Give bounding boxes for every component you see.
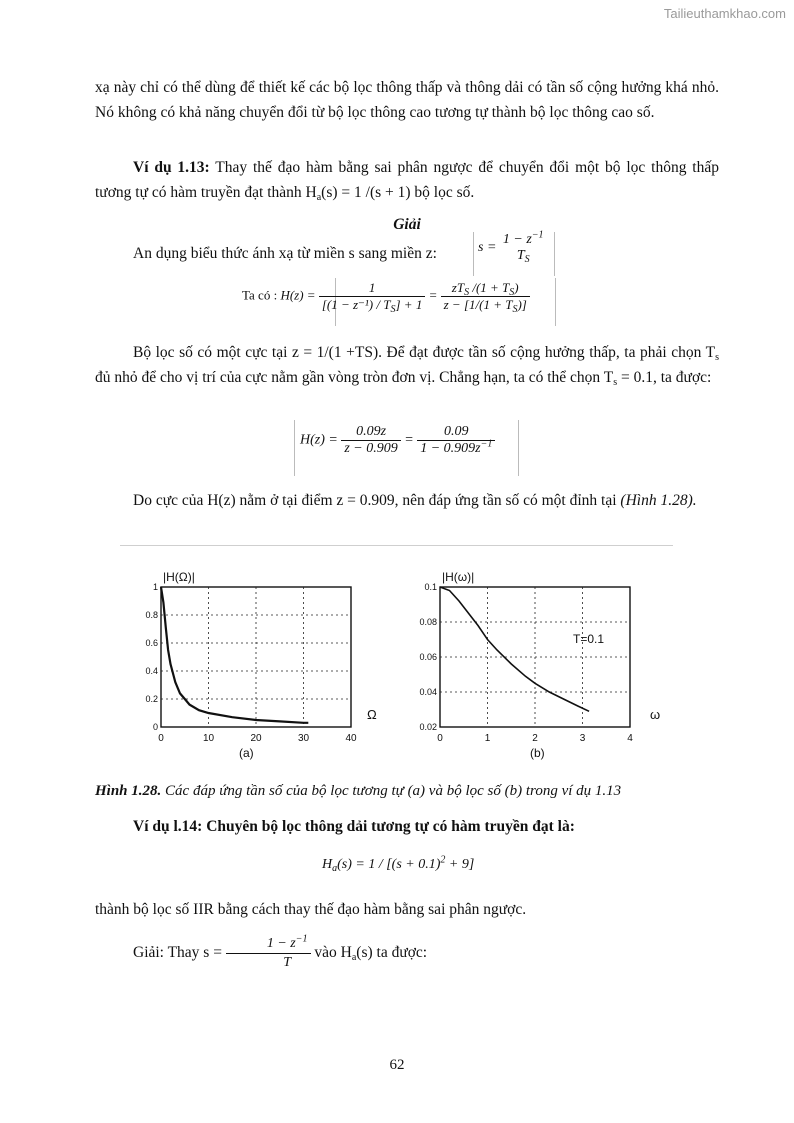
substitute-num-exp: −1	[295, 933, 308, 945]
figure-reference: (Hình 1.28).	[620, 492, 697, 509]
substitute-sub: a	[351, 952, 357, 963]
substitute-text-a: Giải: Thay s =	[133, 944, 222, 961]
x-axis-label: ω	[650, 707, 661, 722]
h-equation-border-right	[518, 420, 519, 476]
y-tick-label: 0.2	[145, 694, 158, 704]
substitute-num-text: 1 − z	[266, 935, 296, 951]
substitute-text-c: (s) ta được:	[356, 944, 428, 961]
subplot-label: (a)	[239, 746, 254, 760]
pole-sub-b: s	[613, 376, 618, 388]
data-series-line	[440, 587, 589, 711]
x-tick-label: 20	[250, 733, 262, 744]
h-den2	[417, 440, 495, 457]
pole-text-c: = 0.1, ta được:	[617, 368, 712, 386]
taco-num1: 1	[368, 280, 376, 295]
ha-equation	[322, 854, 475, 874]
taco-num2-close: )	[514, 280, 519, 295]
mapping-denominator	[500, 248, 547, 264]
x-tick-label: 4	[627, 733, 633, 744]
paragraph-substitute	[95, 933, 719, 973]
x-tick-label: 1	[484, 733, 491, 744]
taco-num2-b: /(1 + T	[469, 280, 510, 295]
taco-num2-sub2: S	[509, 287, 515, 298]
h-den1: z − 0.909	[341, 440, 400, 457]
h-lhs: H(z) =	[300, 432, 338, 448]
solution-heading: Giải	[393, 216, 421, 233]
equation-border-right	[554, 232, 555, 276]
substitute-text-b: vào H	[314, 944, 352, 961]
pole-text-a: Bộ lọc số có một cực tại z = 1/(1 +TS). Để đạt được tần số cộng hưởng thấp, ta phải chọn T	[133, 344, 716, 361]
x-tick-label: 0	[437, 733, 443, 744]
mapping-equation-lhs: s =	[478, 240, 497, 256]
substitute-den: T	[226, 953, 311, 972]
example-1-14: Ví dụ l.14: Chuyên bộ lọc thông dải tương tự có hàm truyền đạt là:	[133, 818, 575, 835]
x-tick-label: 0	[158, 733, 164, 744]
ha-rest: (s) = 1 / [(s + 0.1)	[337, 857, 441, 872]
taco-num2-a: zT	[451, 280, 465, 295]
paragraph-pole	[95, 341, 719, 390]
taco-lhs: H(z) =	[280, 287, 316, 303]
h-equation-border-left	[294, 420, 295, 476]
h-num1: 0.09z	[356, 424, 387, 439]
y-axis-label: |H(Ω)|	[163, 570, 195, 584]
ha-lhs-sub: a	[332, 863, 338, 874]
equation-border-left	[473, 232, 474, 276]
x-tick-label: 30	[297, 733, 310, 744]
plot-a	[145, 570, 377, 760]
example-1-13-text-a: Thay thế đạo hàm bằng sai phân ngược để chuyển đổi một bộ lọc thông thấp tương tự có hàm truyền đạt thành H	[95, 159, 719, 201]
caption-text: Các đáp ứng tần số của bộ lọc tương tự (a) và bộ lọc số (b) trong ví dụ 1.13	[161, 783, 622, 799]
taco-den1-end: ] + 1	[395, 297, 423, 312]
subplot-label: (b)	[530, 746, 545, 760]
y-tick-label: 0.8	[145, 610, 158, 620]
example-1-13-text-b: (s) = 1 /(s + 1) bộ lọc số.	[321, 183, 475, 201]
substitute-fraction	[226, 935, 311, 972]
data-series-line	[161, 587, 308, 723]
watermark: Tailieuthamkhao.com	[663, 6, 786, 21]
substitute-num	[226, 935, 311, 953]
taco-den1-a: [(1 − z⁻¹) / T	[321, 297, 391, 312]
mapping-fraction	[500, 229, 547, 265]
y-tick-label: 0.04	[419, 687, 437, 697]
figure-1-28	[120, 546, 673, 772]
taco-fraction-1	[319, 280, 426, 313]
x-axis-label: Ω	[367, 707, 377, 722]
y-tick-label: 0.02	[419, 722, 437, 732]
taco-den2-sub: S	[512, 304, 518, 315]
taco-border-right	[555, 278, 556, 326]
ha-end: + 9]	[445, 857, 475, 872]
y-tick-label: 0.08	[419, 617, 437, 627]
taco-den1	[319, 296, 426, 313]
h-den2-text: 1 − 0.909z	[420, 441, 481, 456]
y-axis-label: |H(ω)|	[442, 570, 475, 584]
x-tick-label: 40	[345, 733, 357, 744]
taco-equation	[242, 280, 530, 313]
example-1-13-sub: a	[316, 191, 322, 203]
y-tick-label: 0.1	[424, 582, 437, 592]
x-tick-label: 2	[532, 733, 538, 744]
mapping-intro: An dụng biểu thức ánh xạ từ miền s sang miền z:	[133, 245, 437, 262]
figure-caption	[95, 783, 735, 800]
plot-b	[419, 570, 660, 760]
y-tick-label: 0.6	[145, 638, 158, 648]
h-num2: 0.09	[444, 424, 469, 439]
mapping-den-text: T	[516, 248, 525, 263]
taco-fraction-2	[441, 280, 530, 313]
mapping-numerator	[500, 229, 547, 248]
mapping-num-exp: −1	[531, 229, 544, 241]
y-tick-label: 1	[152, 582, 158, 592]
taco-num2	[441, 280, 530, 296]
x-tick-label: 3	[579, 733, 586, 744]
caption-label: Hình 1.28.	[95, 783, 162, 799]
y-tick-label: 0	[152, 722, 158, 732]
taco-den2-end: )]	[517, 297, 527, 312]
page-number: 62	[389, 1057, 405, 1073]
example-1-13-label: Ví dụ 1.13:	[133, 159, 210, 176]
y-tick-label: 0.06	[419, 652, 437, 662]
ha-exp: 2	[440, 854, 446, 866]
peak-text: Do cực của H(z) nằm ở tại điểm z = 0.909, nên đáp ứng tần số có một đỉnh tại	[133, 492, 621, 509]
h-fraction-2	[417, 424, 495, 457]
pole-text-b: đủ nhỏ để cho vị trí của cực nằm gần vòng tròn đơn vị. Chẳng hạn, ta có thể chọn T	[95, 368, 614, 386]
h-fraction-1	[341, 424, 400, 457]
pole-sub-a: s	[715, 352, 719, 363]
taco-den2	[441, 296, 530, 313]
mapping-equation	[478, 229, 547, 265]
paragraph-peak	[95, 489, 719, 514]
example-1-13	[95, 156, 719, 205]
h-den2-exp: −1	[480, 438, 493, 450]
taco-num2-sub: S	[464, 287, 470, 298]
paragraph-iir: thành bộ lọc số IIR bằng cách thay thế đạo hàm bằng sai phân ngược.	[95, 901, 527, 918]
ha-lhs: H	[322, 857, 333, 872]
mapping-num-text: 1 − z	[502, 232, 532, 247]
x-tick-label: 10	[202, 733, 215, 744]
taco-equals: =	[428, 287, 438, 303]
mapping-den-sub: S	[524, 254, 530, 265]
h-equation	[300, 424, 495, 457]
taco-den2-a: z − [1/(1 + T	[443, 297, 513, 312]
h-equals: =	[404, 432, 414, 448]
taco-den1-sub: S	[390, 304, 396, 315]
taco-prefix: Ta có :	[242, 287, 278, 303]
y-tick-label: 0.4	[145, 666, 158, 676]
series-annotation: T=0.1	[573, 632, 605, 646]
paragraph-intro: xạ này chỉ có thể dùng để thiết kế các bộ lọc thông thấp và thông dải có tần số cộng hưởng khá nhỏ. Nó không có khả năng chuyển đổi từ bộ lọc thông cao tương tự thành bộ lọc thông cao số.	[95, 79, 719, 121]
